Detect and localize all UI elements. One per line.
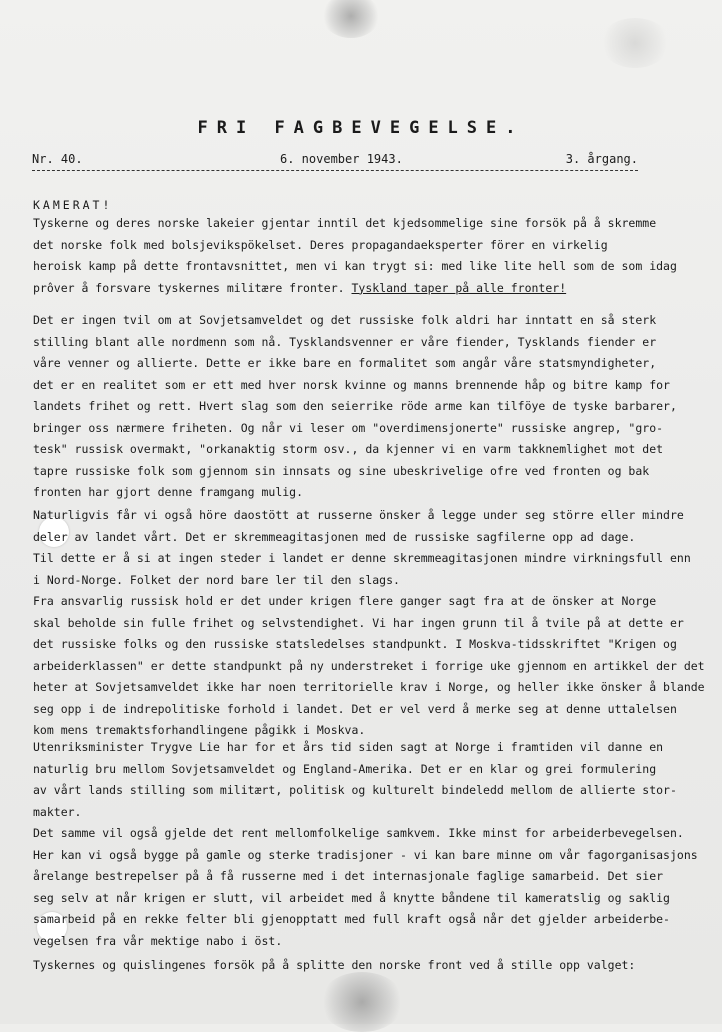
text-line: i Nord-Norge. Folket der nord bare ler til den slags. (33, 572, 400, 587)
issue-line (32, 150, 638, 171)
text-line: det norske folk med bolsjevikspökelset. Deres propagandaeksperter förer en virkelig (33, 237, 608, 252)
paragraph-2 (33, 310, 677, 504)
issue-year: 3. årgang. (565, 152, 638, 166)
text-line: Tyskernes og quislingenes forsök på å splitte den norske front ved å stille opp valget: (33, 958, 636, 972)
text-line: landets frihet og rett. Hvert slag som den seierrike röde arme kan tilföye de tyske barbarer, (33, 399, 677, 413)
text-line: vegelsen fra vår mektige nabo i öst. (33, 933, 283, 948)
text-line: bringer oss nærmere friheten. Og når vi leser om "overdimensjonerte" russiske angrep, "gro- (33, 420, 664, 435)
text-line: fronten har gjort denne framgang mulig. (33, 485, 304, 499)
text-line: skal beholde sin fulle frihet og selvstendighet. Vi har ingen grunn til å tvile på at dette er (33, 615, 684, 630)
text-line: Til dette er å si at ingen steder i landet er denne skremmeagitasjonen mindre virkningsfull enn (33, 551, 691, 565)
paragraph-3 (33, 505, 705, 742)
text-line-start: prôver å forsvare tyskernes militære fronter. (33, 280, 352, 295)
text-line: det er en realitet som er ett med hver norsk kvinne og manns brennende håp og bitre kamp for (33, 377, 670, 392)
paragraph-4 (33, 737, 698, 952)
text-line: Det samme vil også gjelde det rent mellomfolkelige samkvem. Ikke minst for arbeiderbevegelsen. (33, 826, 684, 840)
ink-stain-bottom (320, 972, 404, 1032)
text-line: Fra ansvarlig russisk hold er det under krigen flere ganger sagt fra at de önsker at Norge (33, 594, 657, 608)
text-line: arbeiderklassen" er dette standpunkt på ny understreket i forrige uke gjennom en artikkel der det (33, 658, 705, 673)
text-line: Naturligvis får vi også höre daostött at russerne önsker å legge under seg större eller mindre (33, 508, 684, 522)
paragraph-1 (33, 213, 677, 299)
greeting: KAMERAT! (33, 198, 113, 212)
text-line: årelange bestrepelser på å få russerne med i det internasjonale faglige samarbeid. Det sier (33, 869, 664, 883)
text-line: av vårt lands stilling som militært, politisk og kulturelt bindeledd mellom de allierte stor- (33, 783, 677, 797)
ink-stain-corner (600, 18, 670, 68)
text-line: Det er ingen tvil om at Sovjetsamveldet og det russiske folk aldri har inntatt en så sterk (33, 313, 657, 327)
text-line: Tyskerne og deres norske lakeier gjentar inntil det kjedsommelige sine forsök på å skremme (33, 216, 657, 230)
text-line: naturlig bru mellom Sovjetsamveldet og England-Amerika. Det er en klar og grei formulering (33, 761, 657, 776)
text-line: kom mens tremaktsforhandlingene pågikk i Moskva. (33, 723, 366, 737)
text-line: makter. (33, 804, 82, 819)
text-line: deler av landet vårt. Det er skremmeagitasjonen med de russiske sagfilerne opp ad dage. (33, 529, 636, 544)
text-line: tapre russiske folk som gjennom sin innsats og sine ubeskrivelige ofre ved fronten og bak (33, 463, 650, 478)
text-line: tesk" russisk overmakt, "orkanaktig storm osv., da kjenner vi en varm takknemlighet mot det (33, 442, 664, 456)
text-line: samarbeid på en rekke felter bli gjenopptatt med full kraft også når det gjelder arbeiderbe- (33, 912, 670, 926)
text-line: seg selv at når krigen er slutt, vil arbeidet med å knytte båndene til kameratslig og saklig (33, 890, 670, 905)
issue-number: Nr. 40. (32, 152, 83, 166)
text-line: Utenriksminister Trygve Lie har for et års tid siden sagt at Norge i framtiden vil danne en (33, 740, 664, 754)
text-line: seg opp i de indrepolitiske forhold i landet. Det er vel verd å merke seg at denne uttalelsen (33, 701, 677, 716)
paragraph-5 (33, 955, 645, 977)
text-line: våre venner og allierte. Dette er ikke bare en formalitet som angår våre statsmyndigheter, (33, 356, 657, 370)
text-line (33, 278, 645, 300)
text-line: heter at Sovjetsamveldet ikke har noen territorielle krav i Norge, og heller ikke önsker å blande (33, 680, 705, 694)
text-line: Her kan vi også bygge på gamle og sterke tradisjoner - vi kan bare minne om vår fagorganisasjons (33, 847, 698, 862)
text-line: det russiske folks og den russiske statsledelses standpunkt. I Moskva-tidsskriftet "Krigen og (33, 637, 677, 651)
underlined-slogan: Tyskland taper på alle fronter! (351, 280, 567, 295)
issue-date: 6. november 1943. (280, 152, 403, 166)
text-line: stilling blant alle nordmenn som nå. Tysklandsvenner er våre fiender, Tysklands fiender er (33, 334, 657, 349)
text-line: heroisk kamp på dette frontavsnittet, men vi kan trygt si: med like lite hell som de som idag (33, 259, 677, 273)
masthead-title: FRI FAGBEVEGELSE. (197, 118, 525, 138)
